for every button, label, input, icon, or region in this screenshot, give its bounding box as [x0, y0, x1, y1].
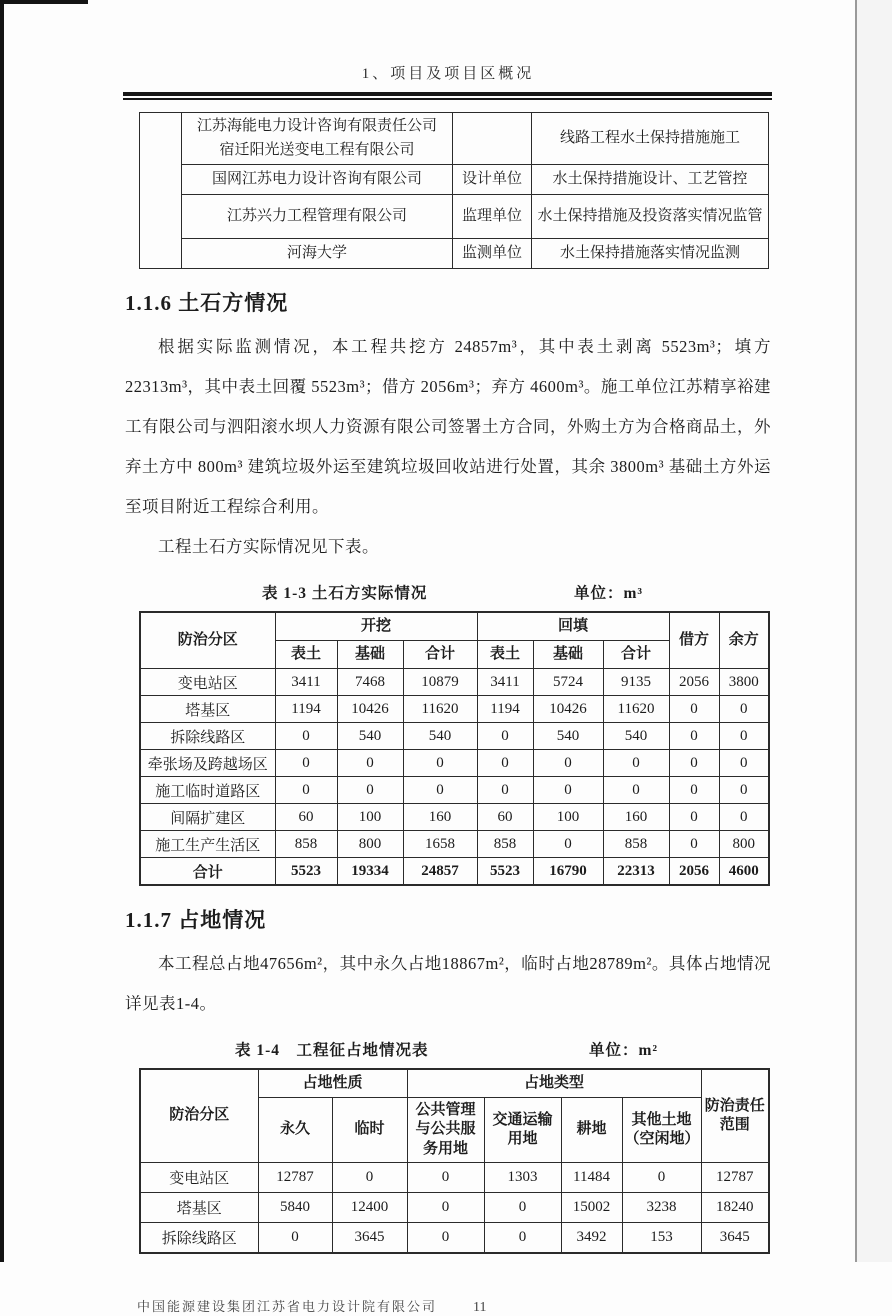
role-cell: 监测单位	[453, 239, 532, 269]
value-cell: 0	[533, 750, 603, 777]
value-cell: 160	[603, 804, 669, 831]
subcolumn-header: 其他土地（空闲地）	[622, 1098, 701, 1163]
value-cell: 540	[337, 723, 403, 750]
subcolumn-header: 公共管理与公共服务用地	[407, 1098, 484, 1163]
company-cell	[182, 113, 453, 165]
value-cell: 5523	[275, 858, 337, 886]
value-cell: 9135	[603, 669, 669, 696]
column-header-region: 防治分区	[140, 1069, 258, 1163]
scan-edge-right	[855, 0, 857, 1262]
value-cell: 3411	[477, 669, 533, 696]
subcolumn-header: 表土	[477, 641, 533, 669]
value-cell: 153	[622, 1223, 701, 1254]
value-cell: 3411	[275, 669, 337, 696]
table-row	[140, 804, 769, 831]
value-cell: 10426	[337, 696, 403, 723]
company-cell: 河海大学	[182, 239, 453, 269]
table-row	[140, 669, 769, 696]
section-heading-117: 1.1.7 占地情况	[125, 908, 267, 932]
value-cell: 3492	[561, 1223, 622, 1254]
row-label-cell: 合计	[140, 858, 275, 886]
row-label-cell: 施工生产生活区	[140, 831, 275, 858]
table-1-4-unit-label: 单位：m²	[588, 1042, 658, 1059]
table-row	[140, 1193, 769, 1223]
row-label-cell: 塔基区	[140, 696, 275, 723]
company-cell: 江苏兴力工程管理有限公司	[182, 195, 453, 239]
value-cell: 0	[484, 1193, 561, 1223]
subcolumn-header: 临时	[332, 1098, 407, 1163]
section-116-paragraph: 根据实际监测情况，本工程共挖方 24857m³，其中表土剥离 5523m³；填方 22313m³，其中表土回覆 5523m³；借方 2056m³；弃方 4600m³。施工单位江苏精享裕建工有限公司与泗阳滚水坝人力资源有限公司签署土方合同，外购土方为合格商品土，外弃土方中 800m³ 建筑垃圾外运至建筑垃圾回收站进行处置，其余 3800m³ 基础土方外运至项目附近工程综合利用。	[125, 337, 771, 516]
role-cell	[453, 113, 532, 165]
role-cell: 监理单位	[453, 195, 532, 239]
subcolumn-header: 交通运输用地	[484, 1098, 561, 1163]
table-row	[140, 696, 769, 723]
value-cell: 12787	[258, 1163, 332, 1193]
value-cell: 0	[603, 777, 669, 804]
value-cell: 11620	[603, 696, 669, 723]
column-header-region: 防治分区	[140, 612, 275, 669]
row-label-cell: 间隔扩建区	[140, 804, 275, 831]
value-cell: 0	[719, 723, 769, 750]
column-header-borrow: 借方	[669, 612, 719, 669]
value-cell: 11484	[561, 1163, 622, 1193]
value-cell: 0	[407, 1223, 484, 1254]
value-cell: 0	[719, 750, 769, 777]
value-cell: 7468	[337, 669, 403, 696]
column-group-excavation: 开挖	[275, 612, 477, 641]
value-cell: 0	[669, 750, 719, 777]
value-cell: 24857	[403, 858, 477, 886]
column-group-type: 占地类型	[407, 1069, 701, 1098]
value-cell: 540	[603, 723, 669, 750]
value-cell: 0	[275, 723, 337, 750]
value-cell: 11620	[403, 696, 477, 723]
value-cell: 18240	[701, 1193, 769, 1223]
row-label-cell: 变电站区	[140, 1163, 258, 1193]
table-row	[140, 113, 769, 165]
value-cell: 60	[275, 804, 337, 831]
value-cell: 3645	[332, 1223, 407, 1254]
value-cell: 1194	[275, 696, 337, 723]
value-cell: 22313	[603, 858, 669, 886]
table-row	[140, 195, 769, 239]
table-row	[140, 1223, 769, 1254]
value-cell: 858	[603, 831, 669, 858]
value-cell: 0	[484, 1223, 561, 1254]
value-cell: 0	[669, 696, 719, 723]
value-cell: 0	[477, 777, 533, 804]
value-cell: 4600	[719, 858, 769, 886]
duty-cell: 水土保持措施及投资落实情况监管	[532, 195, 769, 239]
value-cell: 2056	[669, 858, 719, 886]
table-row	[140, 239, 769, 269]
table-header-row	[140, 1069, 769, 1098]
value-cell: 0	[533, 831, 603, 858]
responsible-units-table	[139, 112, 769, 269]
value-cell: 0	[337, 777, 403, 804]
value-cell: 0	[622, 1163, 701, 1193]
value-cell: 0	[669, 804, 719, 831]
page-footer	[137, 1296, 771, 1316]
value-cell: 0	[275, 750, 337, 777]
value-cell: 858	[275, 831, 337, 858]
table-1-4-caption: 表 1-4 工程征占地情况表	[235, 1042, 429, 1059]
page-content	[125, 0, 771, 1316]
value-cell: 0	[719, 696, 769, 723]
footer-company: 中国能源建设集团江苏省电力设计院有限公司	[137, 1299, 438, 1314]
value-cell: 60	[477, 804, 533, 831]
value-cell: 0	[403, 777, 477, 804]
value-cell: 0	[669, 777, 719, 804]
subcolumn-header: 耕地	[561, 1098, 622, 1163]
subcolumn-header: 合计	[603, 641, 669, 669]
row-label-cell: 牵张场及跨越场区	[140, 750, 275, 777]
value-cell: 100	[337, 804, 403, 831]
duty-cell: 水土保持措施设计、工艺管控	[532, 165, 769, 195]
subcolumn-header: 永久	[258, 1098, 332, 1163]
value-cell: 0	[477, 750, 533, 777]
table-1-3-caption: 表 1-3 土石方实际情况	[262, 585, 428, 602]
section-116-paragraph: 工程土石方实际情况见下表。	[158, 537, 379, 556]
column-header-scope: 防治责任范围	[701, 1069, 769, 1163]
duty-cell: 线路工程水土保持措施施工	[532, 113, 769, 165]
value-cell: 540	[533, 723, 603, 750]
value-cell: 800	[337, 831, 403, 858]
section-117-paragraph: 本工程总占地47656m²，其中永久占地18867m²，临时占地28789m²。具体占地情况详见表1-4。	[125, 954, 771, 1013]
value-cell: 0	[533, 777, 603, 804]
value-cell: 19334	[337, 858, 403, 886]
value-cell: 160	[403, 804, 477, 831]
table-row	[140, 777, 769, 804]
value-cell: 0	[669, 831, 719, 858]
duty-cell: 水土保持措施落实情况监测	[532, 239, 769, 269]
value-cell: 0	[258, 1223, 332, 1254]
value-cell: 2056	[669, 669, 719, 696]
value-cell: 1303	[484, 1163, 561, 1193]
value-cell: 5840	[258, 1193, 332, 1223]
subcolumn-header: 合计	[403, 641, 477, 669]
value-cell: 0	[407, 1193, 484, 1223]
value-cell: 1658	[403, 831, 477, 858]
value-cell: 15002	[561, 1193, 622, 1223]
scan-edge-top	[0, 0, 88, 4]
value-cell: 0	[332, 1163, 407, 1193]
value-cell: 0	[337, 750, 403, 777]
table-1-4-caption-row	[125, 1038, 771, 1060]
value-cell: 12400	[332, 1193, 407, 1223]
value-cell: 3800	[719, 669, 769, 696]
value-cell: 0	[407, 1163, 484, 1193]
value-cell: 10879	[403, 669, 477, 696]
value-cell: 100	[533, 804, 603, 831]
subcolumn-header: 基础	[533, 641, 603, 669]
table-header-row	[140, 612, 769, 641]
value-cell: 10426	[533, 696, 603, 723]
company-cell: 国网江苏电力设计咨询有限公司	[182, 165, 453, 195]
value-cell: 0	[719, 777, 769, 804]
value-cell: 540	[403, 723, 477, 750]
value-cell: 5523	[477, 858, 533, 886]
row-label-cell: 拆除线路区	[140, 1223, 258, 1254]
table-row	[140, 750, 769, 777]
table-1-3-caption-row	[125, 581, 771, 603]
value-cell: 0	[275, 777, 337, 804]
table-stub-cell	[140, 113, 182, 269]
value-cell: 3238	[622, 1193, 701, 1223]
value-cell: 16790	[533, 858, 603, 886]
value-cell: 0	[477, 723, 533, 750]
header-double-rule	[123, 92, 772, 100]
table-row	[140, 723, 769, 750]
row-label-cell: 塔基区	[140, 1193, 258, 1223]
footer-page-number: 11	[473, 1300, 487, 1315]
row-label-cell: 施工临时道路区	[140, 777, 275, 804]
value-cell: 0	[719, 804, 769, 831]
subcolumn-header: 基础	[337, 641, 403, 669]
value-cell: 3645	[701, 1223, 769, 1254]
role-cell: 设计单位	[453, 165, 532, 195]
value-cell: 12787	[701, 1163, 769, 1193]
row-label-cell: 拆除线路区	[140, 723, 275, 750]
column-group-nature: 占地性质	[258, 1069, 407, 1098]
scan-right-strip	[857, 0, 892, 1262]
value-cell: 0	[403, 750, 477, 777]
column-header-surplus: 余方	[719, 612, 769, 669]
company-name-line: 宿迁阳光送变电工程有限公司	[219, 141, 415, 158]
row-label-cell: 变电站区	[140, 669, 275, 696]
table-row	[140, 831, 769, 858]
table-row	[140, 1163, 769, 1193]
running-header: 1、项目及项目区概况	[361, 66, 535, 82]
table-row	[140, 165, 769, 195]
value-cell: 0	[603, 750, 669, 777]
section-heading-116: 1.1.6 土石方情况	[125, 291, 289, 315]
scan-edge-left	[0, 0, 4, 1262]
column-group-backfill: 回填	[477, 612, 669, 641]
value-cell: 0	[669, 723, 719, 750]
company-name-line: 江苏海能电力设计咨询有限责任公司	[196, 118, 437, 135]
earthwork-table	[139, 611, 770, 886]
value-cell: 800	[719, 831, 769, 858]
table-row	[140, 858, 769, 886]
table-1-3-unit-label: 单位：m³	[573, 585, 643, 602]
value-cell: 1194	[477, 696, 533, 723]
value-cell: 858	[477, 831, 533, 858]
subcolumn-header: 表土	[275, 641, 337, 669]
value-cell: 5724	[533, 669, 603, 696]
land-occupation-table	[139, 1068, 770, 1254]
